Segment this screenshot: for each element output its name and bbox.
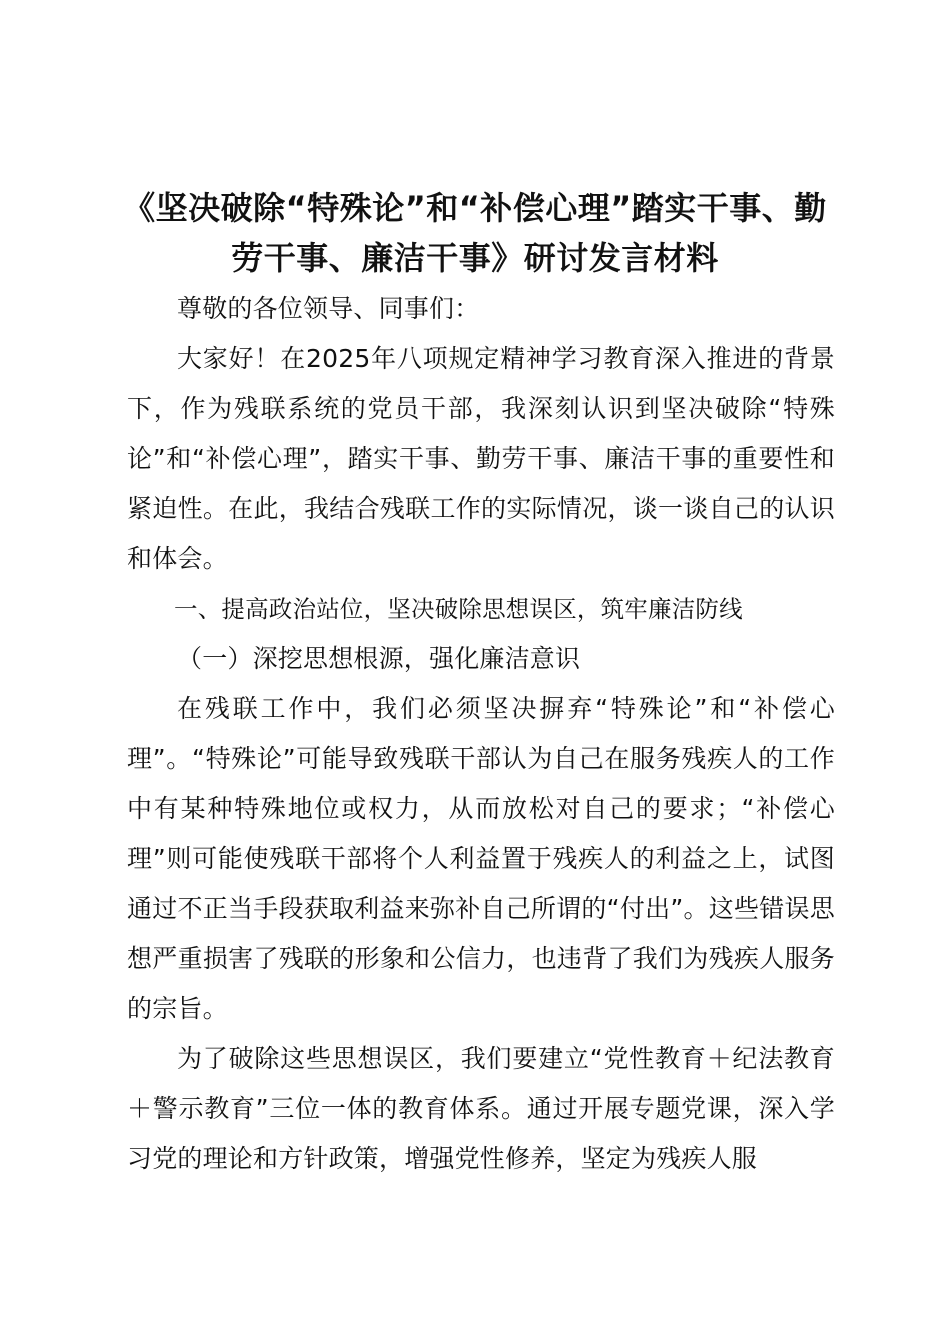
paragraph-1: 在残联工作中，我们必须坚决摒弃“特殊论”和“补偿心理”。“特殊论”可能导致残联干部认为自己在服务残疾人的工作中有某种特殊地位或权力，从而放松对自己的要求；“补偿心理”则可能使残联干部将个人利益置于残疾人的利益之上，试图通过不正当手段获取利益来弥补自己所谓的“付出”。这些错误思想严重损害了残联的形象和公信力，也违背了我们为残疾人服务的宗旨。 (127, 694, 835, 1023)
salutation: 尊敬的各位领导、同事们： (177, 294, 480, 323)
paragraph-intro: 大家好！在2025年八项规定精神学习教育深入推进的背景下，作为残联系统的党员干部，我深刻认识到坚决破除“特殊论”和“补偿心理”，踏实干事、勤劳干事、廉洁干事的重要性和紧迫性。在此，我结合残联工作的实际情况，谈一谈自己的认识和体会。 (127, 344, 835, 573)
section-heading-1: 一、提高政治站位，坚决破除思想误区，筑牢廉洁防线 (174, 595, 743, 623)
document-title: 《坚决破除“特殊论”和“补偿心理”踏实干事、勤劳干事、廉洁干事》研讨发言材料 (123, 189, 827, 277)
document-body (127, 284, 835, 1184)
paragraph-2: 为了破除这些思想误区，我们要建立“党性教育＋纪法教育＋警示教育”三位一体的教育体系。通过开展专题党课，深入学习党的理论和方针政策，增强党性修养，坚定为残疾人服 (127, 1044, 835, 1173)
subsection-heading-1: （一）深挖思想根源，强化廉洁意识 (177, 644, 581, 673)
